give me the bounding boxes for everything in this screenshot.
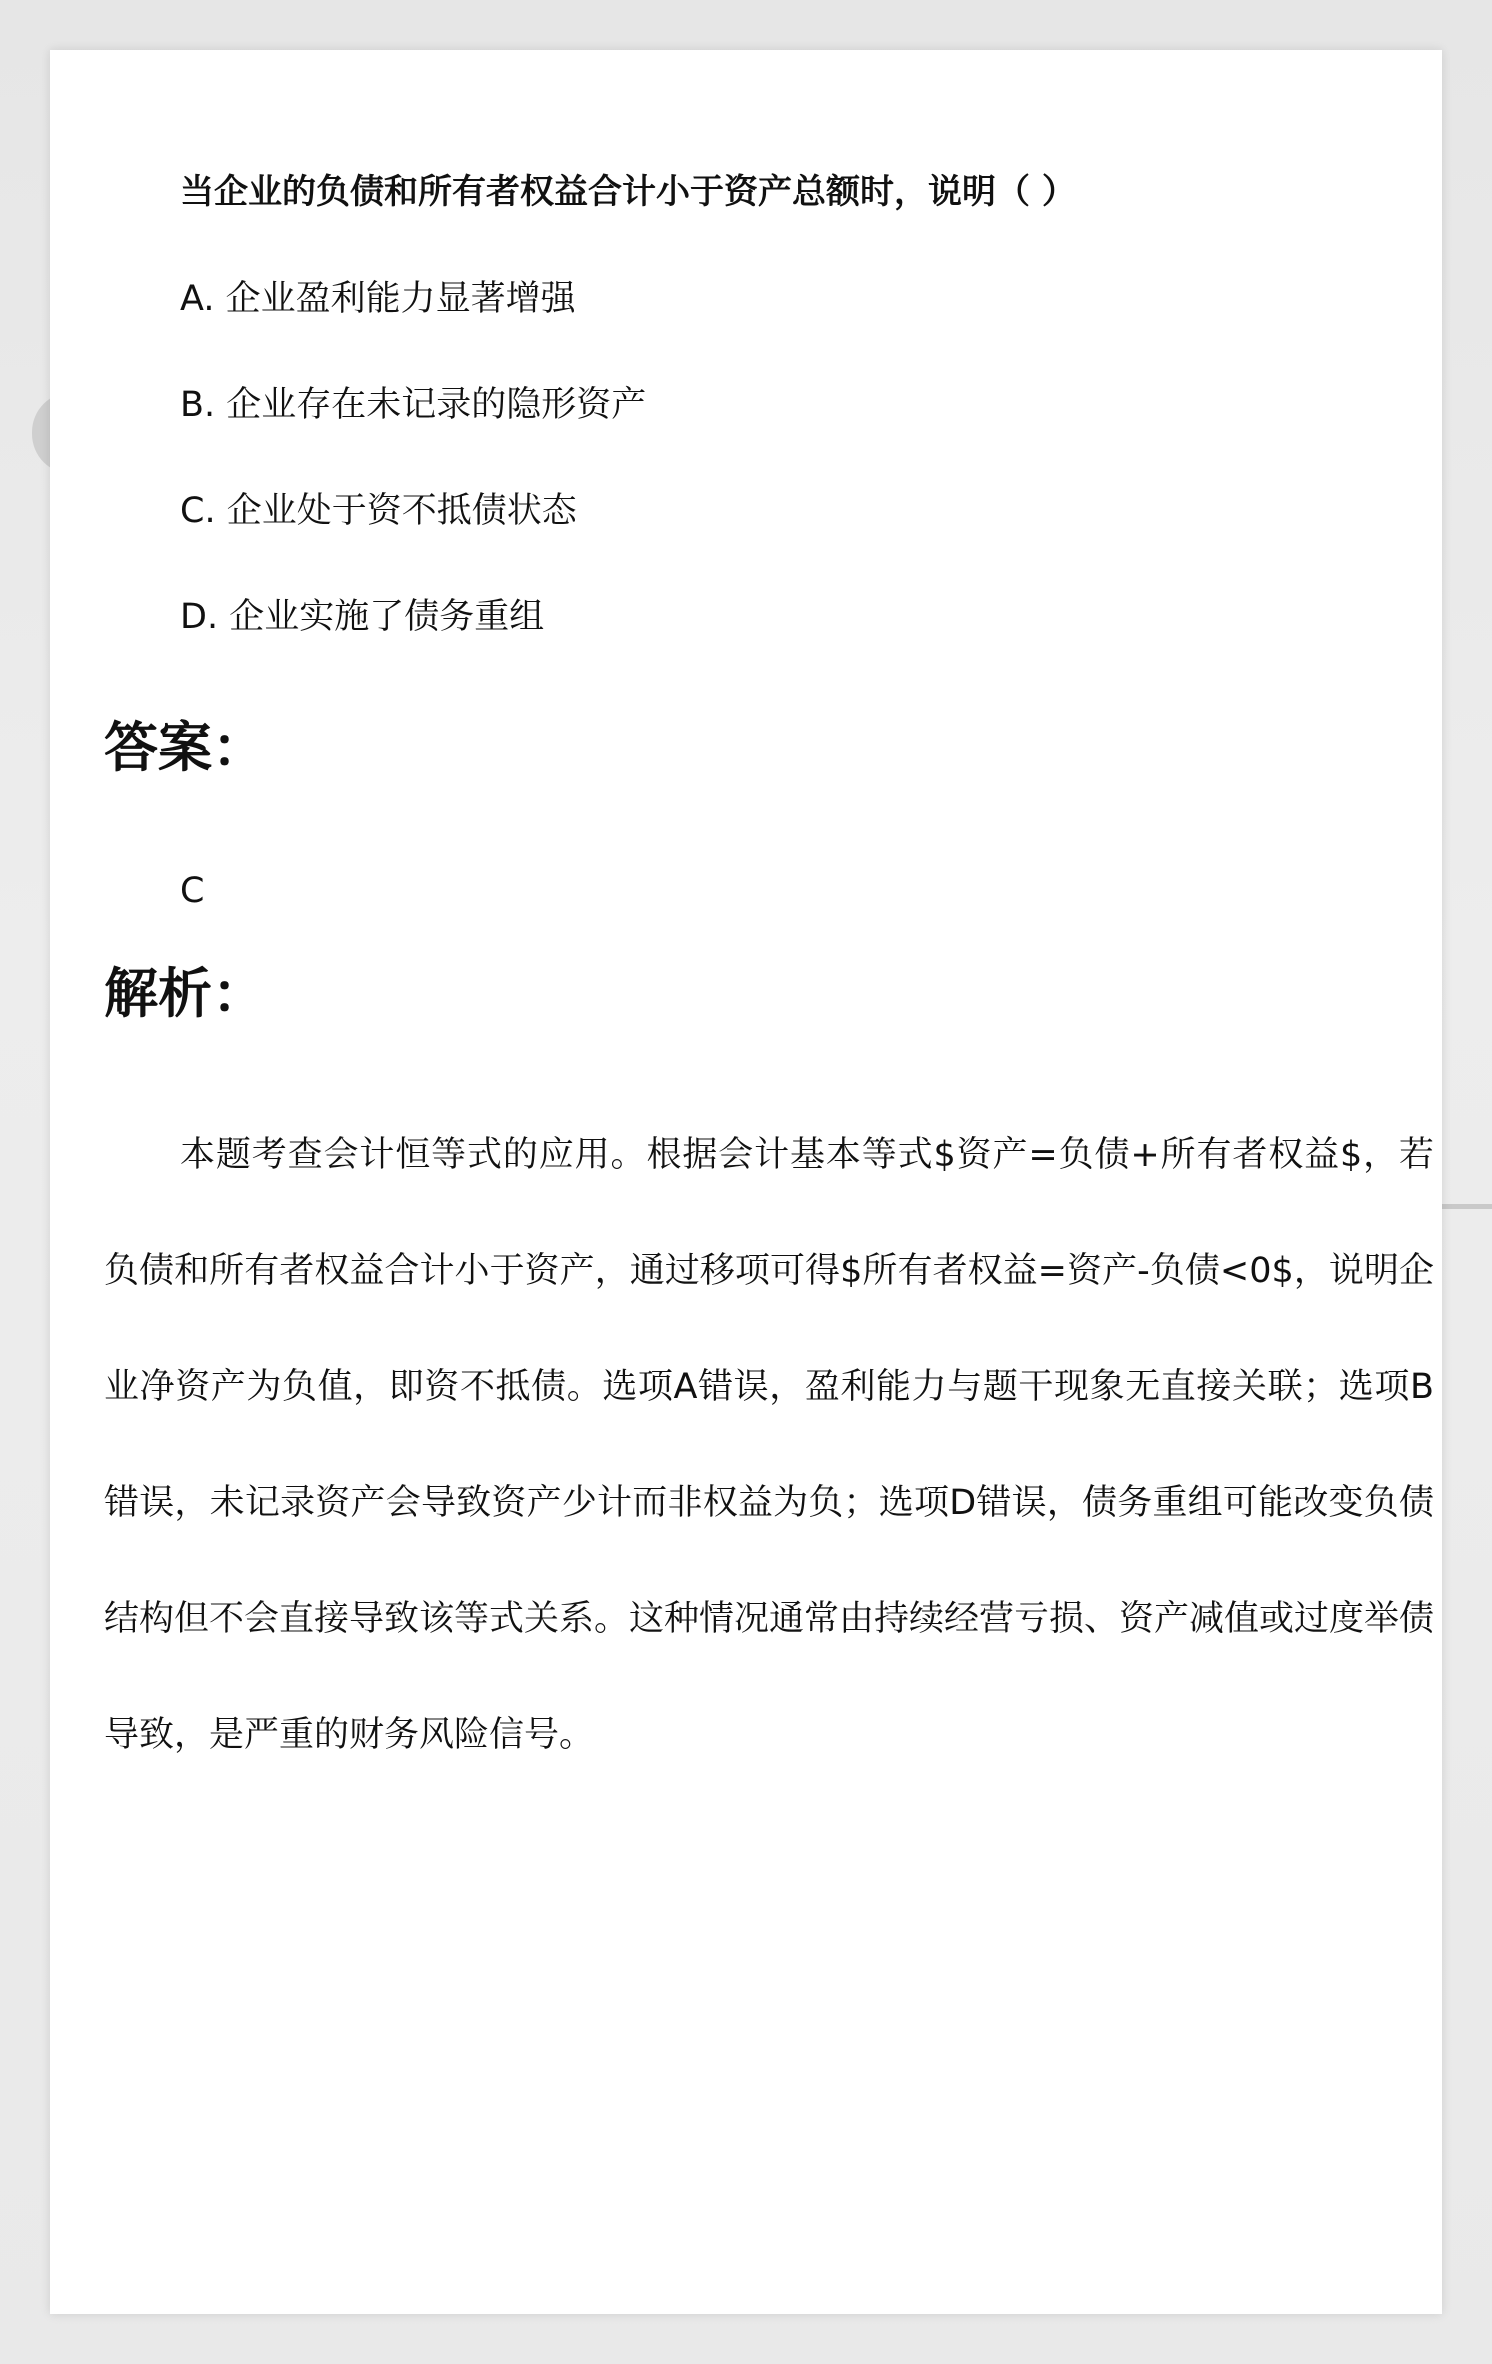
question-stem: 当企业的负债和所有者权益合计小于资产总额时，说明（ ） (180, 172, 1076, 212)
answer-heading: 答案： (104, 716, 266, 779)
option-b: B. 企业存在未记录的隐形资产 (180, 385, 647, 425)
option-c: C. 企业处于资不抵债状态 (180, 491, 577, 531)
option-d: D. 企业实施了债务重组 (180, 597, 545, 637)
document-page (50, 50, 1442, 2314)
background-line (1440, 1204, 1492, 1209)
option-a: A. 企业盈利能力显著增强 (180, 279, 576, 319)
analysis-body: 本题考查会计恒等式的应用。根据会计基本等式$资产=负债+所有者权益$，若负债和所有者权益合计小于资产，通过移项可得$所有者权益=资产-负债<0$，说明企业净资产为负值，即资不抵债。选项A错误，盈利能力与题干现象无直接关联；选项B错误，未记录资产会导致资产少计而非权益为负；选项D错误，债务重组可能改变负债结构但不会直接导致该等式关系。这种情况通常由持续经营亏损、资产减值或过度举债导致，是严重的财务风险信号。 (104, 1135, 1435, 1755)
analysis-heading: 解析： (104, 962, 266, 1025)
answer-value: C (180, 871, 205, 911)
